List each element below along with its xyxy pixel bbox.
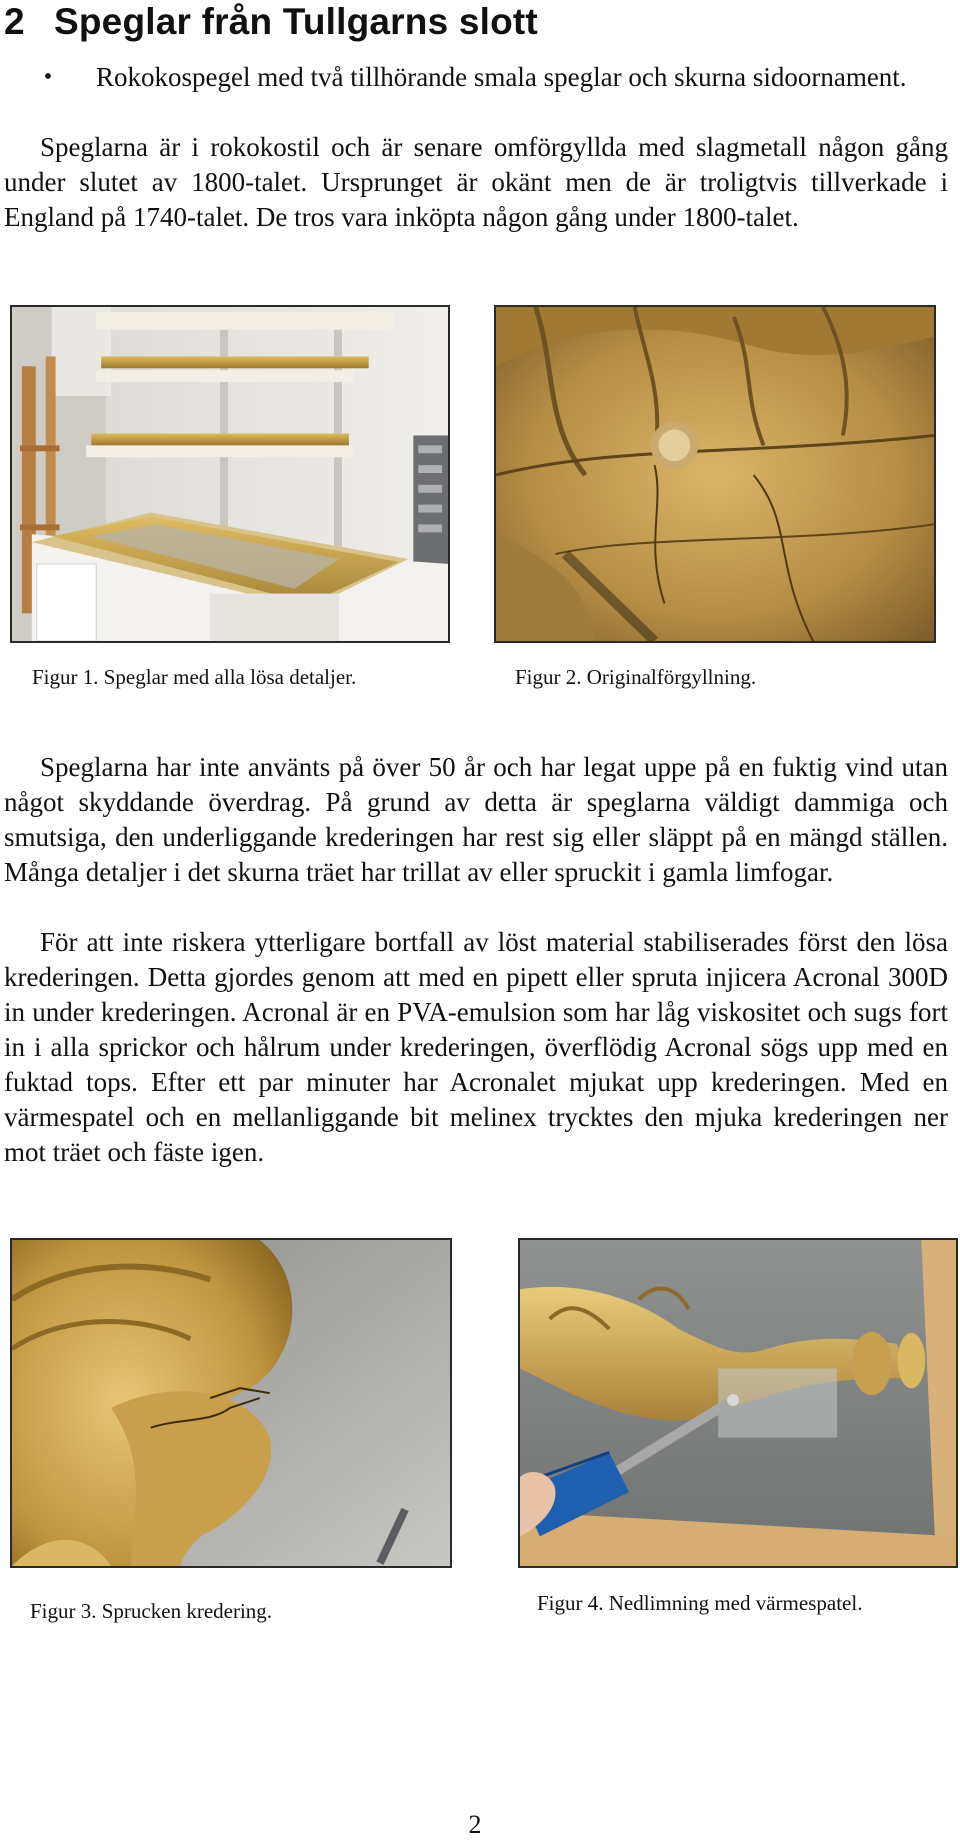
figure-4-caption: Figur 4. Nedlimning med värmespatel. xyxy=(537,1591,863,1615)
figure-2-image xyxy=(496,307,934,641)
figure-4-image xyxy=(520,1240,956,1566)
figure-1-photo xyxy=(10,305,450,643)
figure-1-image xyxy=(12,307,448,641)
figure-4-photo xyxy=(518,1238,958,1568)
paragraph-origin: Speglarna är i rokokostil och är senare omförgyllda med slagmetall någon gång under slutet av 1800-talet. Ursprunget är okänt men de är troligtvis tillverkade i England på 1740-talet. De tros vara inköpta någon gång under 1800-talet. xyxy=(4,132,948,232)
figure-3-image xyxy=(12,1240,450,1566)
figure-3-photo xyxy=(10,1238,452,1568)
bullet-symbol: • xyxy=(43,64,53,90)
figure-3-caption: Figur 3. Sprucken kredering. xyxy=(30,1599,273,1623)
bullet-text: Rokokospegel med två tillhörande smala speglar och skurna sidoornament. xyxy=(96,62,907,92)
section-heading xyxy=(4,0,538,44)
page-number: 2 xyxy=(468,1810,482,1839)
figure-1-caption: Figur 1. Speglar med alla lösa detaljer. xyxy=(32,665,357,689)
section-number: 2 xyxy=(4,1,25,42)
section-title: Speglar från Tullgarns slott xyxy=(54,1,538,42)
figure-2-photo xyxy=(494,305,936,643)
bullet-item xyxy=(0,60,950,95)
figure-2-caption: Figur 2. Originalförgyllning. xyxy=(515,665,757,689)
paragraph-treatment: För att inte riskera ytterligare bortfall av löst material stabiliserades först den lösa krederingen. Detta gjordes genom att med en pipett eller spruta injicera Acronal 300D in under krederingen. Acronal är en PVA-emulsion som har låg viskositet och sugs fort in i alla sprickor och hålrum under krederingen, överflödig Acronal sögs upp med en fuktad tops. Efter ett par minuter har Acronalet mjukat upp krederingen. Med en värmespatel och en mellanliggande bit melinex trycktes den mjuka krederingen ner mot träet och fäste igen. xyxy=(4,927,948,1167)
paragraph-condition: Speglarna har inte använts på över 50 år och har legat uppe på en fuktig vind utan något skyddande överdrag. På grund av detta är speglarna väldigt dammiga och smutsiga, den underliggande krederingen har rest sig eller släppt på en mängd ställen. Många detaljer i det skurna träet har trillat av eller spruckit i gamla limfogar. xyxy=(4,752,948,887)
